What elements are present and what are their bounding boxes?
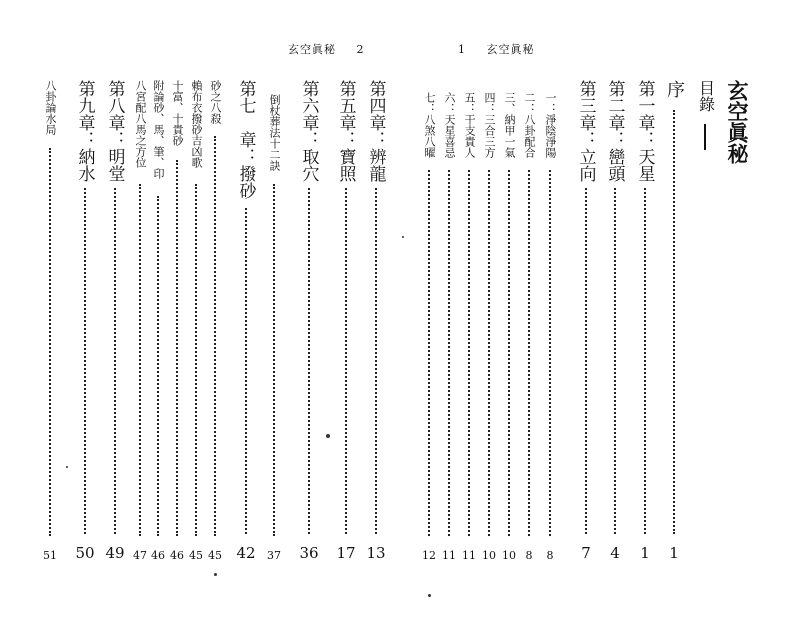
toc-heading-text: 目錄	[696, 80, 716, 112]
toc-entry-page: 51	[43, 549, 57, 562]
toc-entry-title: 十富、十貴砂	[171, 80, 184, 146]
toc-entry-page: 47	[133, 549, 147, 562]
toc-entry-title: 四：三合三方	[483, 92, 496, 158]
toc-entry-title: 三、納甲一氣	[503, 92, 516, 158]
dot-leader	[273, 184, 275, 536]
toc-entry-title: 第八章：明堂	[104, 80, 125, 182]
left-header-title: 玄空眞秘	[288, 43, 336, 56]
dot-leader	[488, 170, 490, 536]
toc-entry	[186, 80, 206, 562]
toc-entry-title: 第五章：寶照	[335, 80, 356, 182]
toc-entry	[297, 80, 321, 562]
toc-entry	[540, 80, 560, 562]
toc-entry-page: 8	[525, 549, 533, 562]
dot-leader	[245, 208, 247, 534]
dot-leader	[528, 170, 530, 536]
toc-entry-title: 賴布衣撥砂吉凶歌	[190, 80, 203, 168]
toc-entry-page: 10	[502, 549, 516, 562]
right-page-header	[458, 41, 535, 57]
toc-entry	[103, 80, 127, 562]
dot-leader	[195, 184, 197, 536]
dot-leader	[214, 136, 216, 536]
dot-leader	[308, 188, 310, 534]
dot-leader	[644, 188, 646, 534]
dot-leader	[114, 188, 116, 534]
dot-leader	[345, 188, 347, 534]
dot-leader	[549, 170, 551, 536]
left-header-page-number: 2	[356, 43, 365, 56]
toc-heading	[694, 80, 718, 180]
toc-entry	[364, 80, 388, 562]
toc-entry-title: 第四章：辨龍	[365, 80, 386, 182]
toc-entry-title: 序	[664, 80, 685, 98]
toc-entry	[662, 80, 686, 562]
dot-leader	[49, 148, 51, 536]
dot-leader	[673, 110, 675, 534]
toc-entry-page: 17	[336, 544, 356, 562]
scan-speck	[402, 236, 404, 238]
toc-entry	[264, 80, 284, 562]
toc-entry-title: 砂之八殺	[209, 80, 222, 124]
dot-leader	[614, 188, 616, 534]
toc-entry-title: 第七 章：撥砂	[235, 80, 256, 199]
dot-leader	[428, 170, 430, 536]
toc-entry	[574, 80, 598, 562]
toc-entry-title: 八宮配八馬之方位	[134, 80, 147, 168]
toc-entry	[334, 80, 358, 562]
toc-entry-page: 49	[105, 544, 125, 562]
toc-entry-title: 第二章：巒頭	[604, 80, 625, 182]
dot-leader	[84, 188, 86, 534]
toc-entry-page: 1	[640, 544, 650, 562]
toc-entry-page: 13	[366, 544, 386, 562]
toc-entry	[459, 80, 479, 562]
toc-entry-page: 46	[151, 549, 165, 562]
toc-entry-page: 4	[610, 544, 620, 562]
toc-entry-page: 37	[267, 549, 281, 562]
right-header-page-number: 1	[458, 43, 466, 56]
toc-entry-page: 8	[546, 549, 554, 562]
scan-speck	[326, 434, 330, 438]
dot-leader	[176, 160, 178, 536]
toc-entry-page: 1	[669, 544, 679, 562]
toc-entry-page: 12	[422, 549, 436, 562]
dot-leader	[585, 188, 587, 534]
toc-entry	[73, 80, 97, 562]
toc-entry-title: 第一章：天星	[634, 80, 655, 182]
toc-entry-title: 倒杖葬法十二訣	[268, 94, 281, 171]
toc-entry-page: 42	[236, 544, 256, 562]
toc-entry-page: 50	[75, 544, 95, 562]
left-page-header	[288, 41, 365, 57]
toc-entry-title: 一：淨陰淨陽	[544, 92, 557, 158]
toc-entry-page: 45	[208, 549, 222, 562]
toc-entry-page: 36	[299, 544, 319, 562]
dot-leader	[468, 170, 470, 536]
toc-entry-title: 第六章：取穴	[298, 80, 319, 182]
toc-entry	[499, 80, 519, 562]
toc-entry-title: 第九章：納水	[74, 80, 95, 182]
toc-entry-title: 二：八卦配合	[523, 92, 536, 158]
toc-entry	[148, 80, 168, 562]
toc-entry	[479, 80, 499, 562]
book-title	[723, 80, 751, 200]
scan-speck	[428, 594, 431, 597]
toc-entry-title: 八卦論水局	[44, 80, 57, 135]
toc-entry-page: 11	[462, 549, 476, 562]
toc-entry	[633, 80, 657, 562]
toc-entry	[40, 80, 60, 562]
dot-leader	[448, 170, 450, 536]
right-header-title: 玄空眞秘	[486, 43, 535, 56]
scan-speck	[214, 573, 217, 576]
heading-dash	[704, 124, 706, 150]
toc-entry-page: 7	[581, 544, 591, 562]
dot-leader	[375, 188, 377, 534]
toc-entry-page: 10	[482, 549, 496, 562]
toc-entry	[519, 80, 539, 562]
toc-entry-title: 七：八煞八曜	[423, 92, 436, 158]
dot-leader	[139, 184, 141, 536]
toc-entry	[130, 80, 150, 562]
toc-entry-page: 11	[442, 549, 456, 562]
toc-entry	[439, 80, 459, 562]
toc-entry	[603, 80, 627, 562]
toc-entry	[419, 80, 439, 562]
toc-entry-title: 附論砂、馬、筆、印	[152, 80, 165, 179]
toc-entry	[234, 80, 258, 562]
toc-entry-title: 六：天星喜忌	[443, 92, 456, 158]
scan-speck	[66, 466, 68, 468]
toc-entry-page: 45	[189, 549, 203, 562]
dot-leader	[157, 196, 159, 536]
book-title-text: 玄空眞秘	[725, 80, 750, 164]
toc-entry-title: 第三章：立向	[575, 80, 596, 182]
toc-entry-page: 46	[170, 549, 184, 562]
toc-entry	[205, 80, 225, 562]
toc-entry	[167, 80, 187, 562]
dot-leader	[508, 170, 510, 536]
toc-entry-title: 五：干支貴人	[463, 92, 476, 158]
